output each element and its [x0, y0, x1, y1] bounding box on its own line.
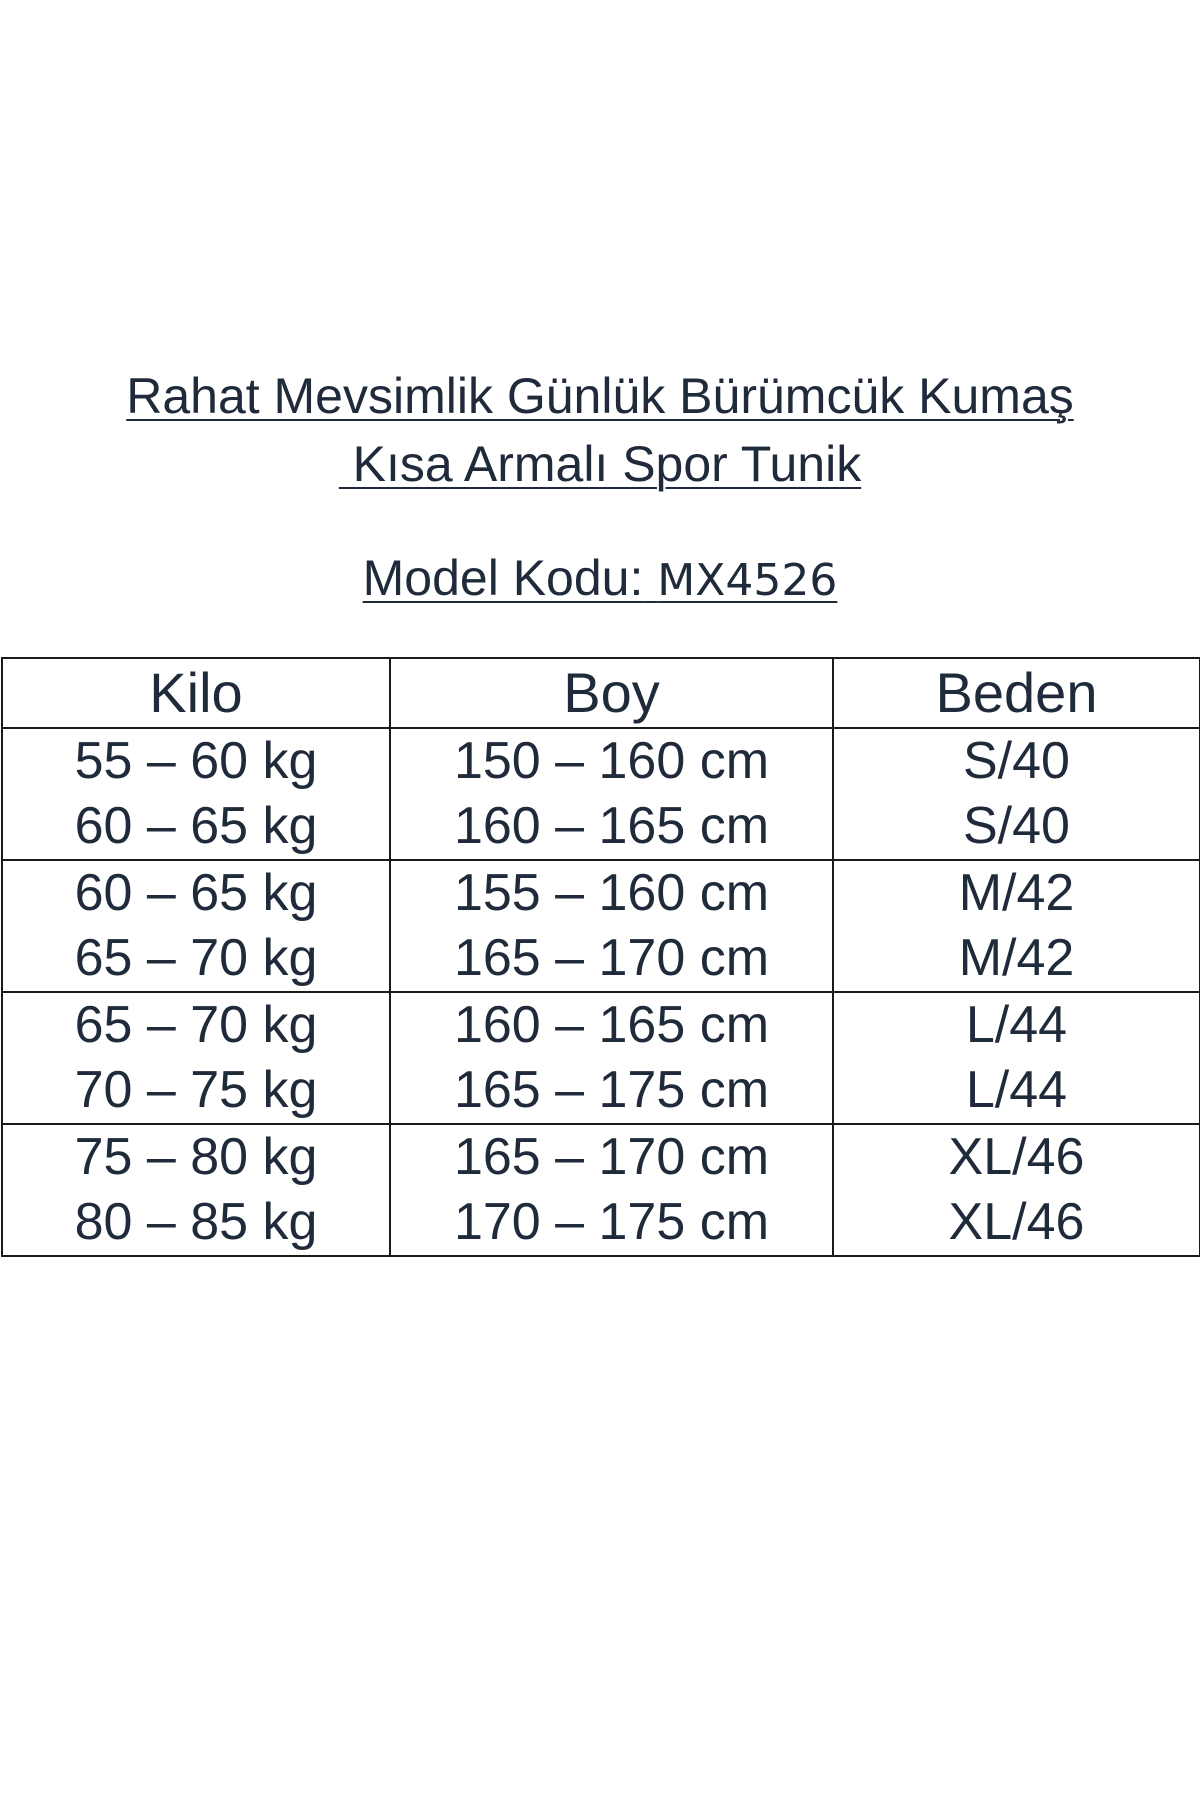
- beden-cell: [833, 1124, 1200, 1256]
- header-beden: Beden: [833, 658, 1200, 728]
- beden-cell: [833, 992, 1200, 1124]
- boy-value: 155 – 160 cm: [453, 864, 770, 922]
- table-row: [2, 1124, 1200, 1256]
- boy-value: 165 – 170 cm: [453, 1128, 770, 1186]
- beden-value: M/42: [958, 864, 1075, 922]
- kilo-value: 55 – 60 kg: [74, 732, 318, 790]
- model-code-wrap: [363, 550, 838, 606]
- beden-value: XL/46: [948, 1128, 1085, 1186]
- kilo-value: 80 – 85 kg: [74, 1193, 318, 1251]
- boy-cell: [390, 728, 833, 860]
- kilo-value: 65 – 70 kg: [74, 929, 318, 987]
- boy-value: 165 – 170 cm: [453, 929, 770, 987]
- boy-cell: [390, 992, 833, 1124]
- beden-cell: [833, 860, 1200, 992]
- kilo-value: 60 – 65 kg: [74, 864, 318, 922]
- kilo-cell: [2, 1124, 390, 1256]
- kilo-cell: [2, 728, 390, 860]
- beden-value: L/44: [965, 996, 1068, 1054]
- boy-cell: [390, 860, 833, 992]
- kilo-value: 65 – 70 kg: [74, 996, 318, 1054]
- boy-value: 160 – 165 cm: [453, 797, 770, 855]
- header-boy: Boy: [390, 658, 833, 728]
- kilo-cell: [2, 860, 390, 992]
- boy-value: 160 – 165 cm: [453, 996, 770, 1054]
- size-chart-table: [1, 657, 1200, 1257]
- beden-value: XL/46: [948, 1193, 1085, 1251]
- model-code-line: [0, 548, 1200, 611]
- boy-value: 150 – 160 cm: [453, 732, 770, 790]
- table-header-row: [2, 658, 1200, 728]
- beden-value: S/40: [963, 797, 1070, 855]
- table-row: [2, 860, 1200, 992]
- header-kilo: Kilo: [2, 658, 390, 728]
- boy-value: 170 – 175 cm: [453, 1193, 770, 1251]
- beden-value: L/44: [965, 1061, 1068, 1119]
- product-title: [0, 362, 1200, 498]
- boy-cell: [390, 1124, 833, 1256]
- model-code-value: MX4526: [657, 555, 838, 606]
- table-row: [2, 992, 1200, 1124]
- kilo-value: 70 – 75 kg: [74, 1061, 318, 1119]
- product-title-line-2: Kısa Armalı Spor Tunik: [338, 436, 862, 492]
- beden-cell: [833, 728, 1200, 860]
- beden-value: M/42: [958, 929, 1075, 987]
- model-code-label: Model Kodu:: [362, 550, 644, 606]
- product-title-line-1: Rahat Mevsimlik Günlük Bürümcük Kumaş: [126, 368, 1074, 424]
- table-row: [2, 728, 1200, 860]
- kilo-cell: [2, 992, 390, 1124]
- kilo-value: 60 – 65 kg: [74, 797, 318, 855]
- beden-value: S/40: [963, 732, 1070, 790]
- boy-value: 165 – 175 cm: [453, 1061, 770, 1119]
- kilo-value: 75 – 80 kg: [74, 1128, 318, 1186]
